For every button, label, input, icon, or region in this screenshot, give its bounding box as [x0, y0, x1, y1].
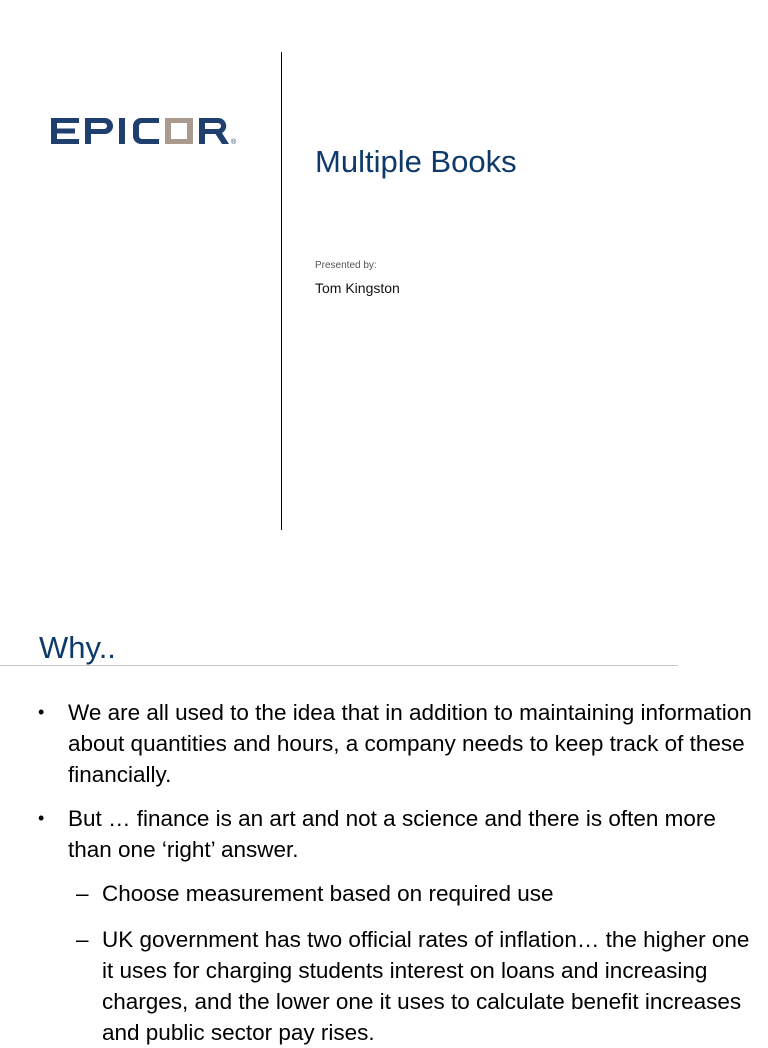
deck-title: Multiple Books	[315, 144, 517, 179]
sub-bullet-marker: –	[76, 927, 89, 952]
bullet-text: We are all used to the idea that in addition to maintaining information about quantities and hours, a company needs to keep track of these financially.	[68, 700, 752, 787]
sub-bullet-text: UK government has two official rates of inflation… the higher one it uses for charging students interest on loans and increasing charges, and the lower one it uses to calculate benefit increases and public sector pay rises.	[102, 927, 750, 1045]
vertical-divider	[281, 52, 282, 530]
epicor-logo	[51, 113, 251, 153]
why-slide	[0, 576, 768, 1045]
bullet-item	[38, 697, 758, 790]
bullet-marker: •	[38, 808, 45, 828]
slide-heading: Why..	[39, 630, 116, 665]
sub-bullet-text: Choose measurement based on required use	[102, 881, 554, 906]
registered-mark: ®	[231, 139, 237, 146]
bullet-marker: •	[38, 702, 45, 722]
sub-bullet-marker: –	[76, 881, 89, 906]
heading-rule	[0, 665, 678, 666]
presenter-name: Tom Kingston	[315, 280, 400, 296]
sub-bullet-item	[76, 924, 762, 1048]
bullet-item	[38, 803, 758, 865]
bullet-text: But … finance is an art and not a science and there is often more than one ‘right’ answer.	[68, 806, 716, 862]
sub-bullet-item	[76, 878, 762, 909]
presented-by-label: Presented by:	[315, 260, 377, 271]
